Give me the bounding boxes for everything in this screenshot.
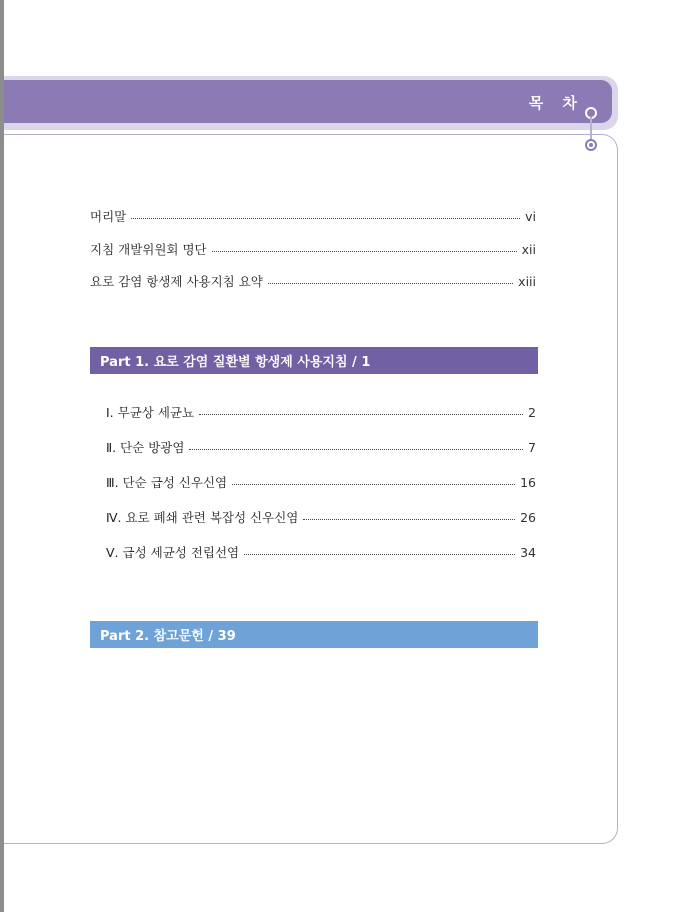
toc-entry-label: 지침 개발위원회 명단	[90, 242, 207, 257]
toc-leader-dots	[303, 519, 515, 520]
toc-entry-label: Ⅱ. 단순 방광염	[106, 440, 185, 455]
toc-entry-label: 머리말	[90, 209, 127, 224]
toc-entry-part1-2[interactable]	[106, 438, 536, 456]
toc-leader-dots	[244, 554, 515, 555]
toc-entry-summary[interactable]	[90, 272, 536, 290]
page-title: 목 차	[528, 94, 584, 112]
toc-entry-committee[interactable]	[90, 240, 536, 258]
toc-leader-dots	[189, 449, 523, 450]
toc-entry-page: xii	[521, 241, 536, 257]
toc-entry-part1-1[interactable]	[106, 403, 536, 421]
toc-leader-dots	[131, 218, 520, 219]
toc-entry-page: 26	[520, 509, 536, 525]
toc-entry-page: 7	[528, 439, 536, 455]
toc-entry-part1-4[interactable]	[106, 508, 536, 526]
toc-leader-dots	[268, 283, 513, 284]
toc-entry-label: 요로 감염 항생제 사용지침 요약	[90, 274, 263, 289]
header-bar	[4, 80, 612, 123]
toc-entry-page: xiii	[518, 273, 536, 289]
part1-header[interactable]: Part 1. 요로 감염 질환별 항생제 사용지침 / 1	[90, 347, 538, 374]
toc-entry-preface[interactable]	[90, 207, 536, 225]
toc-entry-page: 16	[520, 474, 536, 490]
toc-entry-page: vi	[525, 208, 536, 224]
toc-leader-dots	[212, 251, 517, 252]
toc-entry-page: 34	[520, 544, 536, 560]
toc-entry-label: Ⅲ. 단순 급성 신우신염	[106, 475, 228, 490]
toc-entry-part1-3[interactable]	[106, 473, 536, 491]
toc-leader-dots	[199, 414, 523, 415]
toc-entry-label: Ⅳ. 요로 폐쇄 관련 복잡성 신우신염	[106, 510, 299, 525]
toc-entry-label: Ⅴ. 급성 세균성 전립선염	[106, 545, 240, 560]
part2-header[interactable]: Part 2. 참고문헌 / 39	[90, 621, 538, 648]
toc-entry-part1-5[interactable]	[106, 543, 536, 561]
toc-entry-label: Ⅰ. 무균상 세균뇨	[106, 405, 195, 420]
toc-entry-page: 2	[528, 404, 536, 420]
toc-leader-dots	[232, 484, 515, 485]
